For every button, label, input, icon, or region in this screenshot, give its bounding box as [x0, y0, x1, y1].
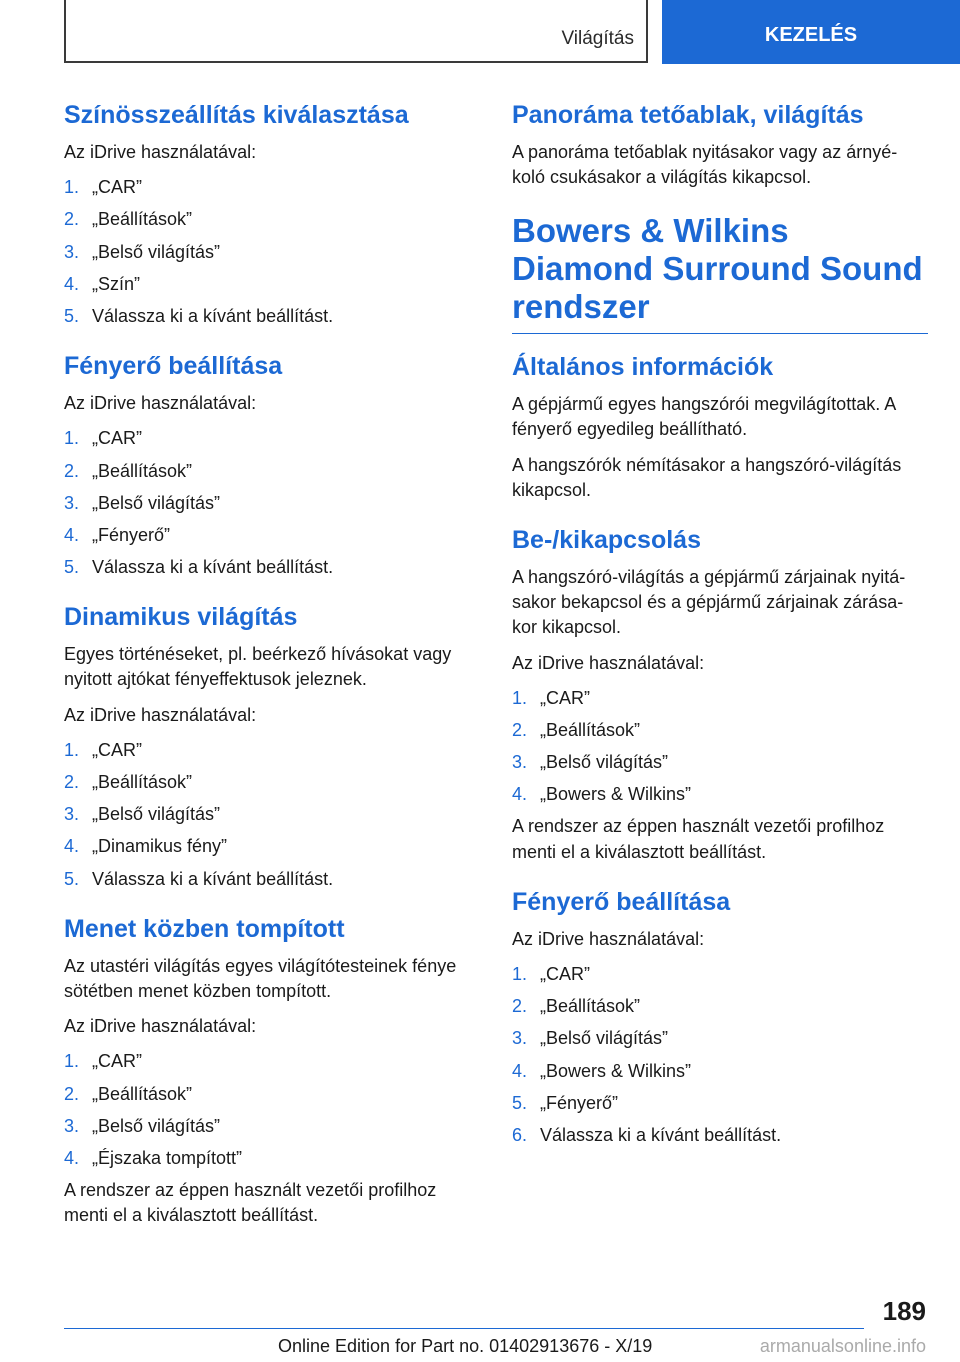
step-number: 2.: [64, 1083, 80, 1104]
chapter-tab[interactable]: [662, 0, 960, 64]
step-item: [64, 834, 480, 859]
step-item: [64, 523, 480, 548]
step-number: 4.: [64, 273, 80, 294]
step-item: [512, 1123, 928, 1148]
step-text: „Belső világítás”: [92, 492, 221, 513]
step-text: „Beállítások”: [92, 1083, 193, 1104]
step-item: [512, 750, 928, 775]
section-panorama: [512, 100, 928, 190]
page-number: 189: [882, 1296, 926, 1326]
step-item: [512, 1091, 928, 1116]
step-number: 2.: [64, 209, 80, 230]
step-number: 5.: [64, 305, 80, 326]
left-column: [64, 100, 480, 1250]
step-text: „Belső világítás”: [92, 804, 221, 825]
step-number: 1.: [64, 177, 80, 198]
steps-list: [64, 175, 480, 329]
step-text: „Éjszaka tompított”: [92, 1147, 243, 1168]
step-text: „Beállítások”: [92, 209, 193, 230]
step-text: Válassza ki a kívánt beállítást.: [92, 557, 334, 578]
main-heading: Bowers & Wilkins Diamond Surround Sound rendszer: [512, 212, 928, 334]
step-text: „Bowers & Wilkins”: [540, 1060, 692, 1081]
step-text: „Belső világítás”: [540, 752, 669, 773]
step-item: [64, 175, 480, 200]
section-heading: Színösszeállítás kiválasztása: [64, 101, 409, 129]
section-description: A hangszóró-világítás a gépjármű zárjainak nyitá-sakor bekapcsol és a gépjármű zárjainak zárása-kor kikapcsol.: [512, 566, 906, 638]
step-text: Válassza ki a kívánt beállítást.: [540, 1124, 782, 1145]
step-text: „Beállítások”: [92, 460, 193, 481]
step-text: „Fényerő”: [92, 524, 171, 545]
step-item: [512, 1026, 928, 1051]
step-number: 4.: [512, 1060, 528, 1081]
step-text: „Beállítások”: [540, 996, 641, 1017]
step-text: „Belső világítás”: [92, 241, 221, 262]
steps-intro: Az iDrive használatával:: [64, 142, 257, 162]
step-number: 3.: [512, 1028, 528, 1049]
step-item: [512, 718, 928, 743]
step-number: 3.: [64, 1115, 80, 1136]
left-section: [64, 351, 480, 580]
step-item: [512, 994, 928, 1019]
footer-divider: [64, 1328, 864, 1329]
step-number: 5.: [64, 868, 80, 889]
step-text: „CAR”: [540, 687, 590, 708]
step-number: 1.: [64, 428, 80, 449]
step-text: „CAR”: [540, 964, 590, 985]
step-text: „CAR”: [92, 177, 142, 198]
step-item: [64, 770, 480, 795]
step-text: Válassza ki a kívánt beállítást.: [92, 868, 334, 889]
header-frame: [64, 0, 648, 63]
watermark-text: armanualsonline.info: [759, 1336, 926, 1356]
section-general-info: [512, 352, 928, 503]
step-number: 3.: [64, 492, 80, 513]
step-number: 2.: [512, 719, 528, 740]
step-item: [64, 459, 480, 484]
step-number: 2.: [64, 772, 80, 792]
step-text: „Belső világítás”: [92, 1115, 221, 1136]
section-heading: Fényerő beállítása: [64, 352, 283, 381]
step-item: [64, 738, 480, 763]
step-number: 4.: [64, 1147, 80, 1168]
step-item: [512, 962, 928, 987]
section-description: Az utastéri világítás egyes világítótesteinek fénye sötétben menet közben tompított.: [64, 955, 457, 1001]
paragraph: A gépjármű egyes hangszórói megvilágítottak. A fényerő egyedileg beállítható.: [512, 394, 896, 440]
section-heading: Általános információk: [512, 353, 774, 382]
left-section: [64, 914, 480, 1229]
step-text: „Fényerő”: [540, 1092, 619, 1113]
step-number: 1.: [512, 687, 528, 708]
step-number: 1.: [64, 1051, 80, 1072]
steps-intro: Az iDrive használatával:: [512, 928, 705, 949]
right-column: [512, 100, 928, 1155]
step-item: [64, 1049, 480, 1074]
step-number: 3.: [512, 752, 528, 773]
step-number: 5.: [512, 1092, 528, 1113]
left-section: [64, 602, 480, 892]
step-item: [64, 802, 480, 827]
section-heading: Dinamikus világítás: [64, 603, 298, 632]
step-item: [64, 304, 480, 329]
step-number: 3.: [64, 241, 80, 262]
step-item: [512, 782, 928, 807]
section-description: A panoráma tetőablak nyitásakor vagy az árnyé-koló csukásakor a világítás kikapcsol.: [512, 142, 898, 188]
section-heading: Menet közben tompított: [64, 914, 345, 943]
step-number: 2.: [512, 996, 528, 1017]
section-description: Egyes történéseket, pl. beérkező hívásokat vagy nyitott ajtókat fényeffektusok jeleznek.: [64, 644, 452, 690]
step-item: [64, 491, 480, 516]
section-heading: Panoráma tetőablak, világítás: [512, 101, 864, 129]
chapter-label: KEZELÉS: [764, 23, 858, 46]
step-number: 6.: [512, 1124, 528, 1145]
step-number: 4.: [64, 524, 80, 545]
steps-list: [512, 962, 928, 1148]
step-text: „Szín”: [92, 273, 141, 294]
step-text: „Dinamikus fény”: [92, 836, 228, 857]
step-number: 4.: [64, 836, 80, 857]
step-text: „CAR”: [92, 739, 142, 760]
step-text: „Beállítások”: [540, 719, 641, 740]
step-item: [64, 240, 480, 265]
step-item: [64, 1082, 480, 1107]
step-number: 4.: [512, 784, 528, 805]
step-item: [64, 1114, 480, 1139]
section-speaker-brightness: [512, 887, 928, 1148]
step-text: „CAR”: [92, 1051, 142, 1072]
step-item: [64, 867, 480, 892]
steps-list: [64, 738, 480, 892]
step-text: Válassza ki a kívánt beállítást.: [92, 305, 334, 326]
section-title: Világítás: [561, 28, 634, 49]
left-section: [64, 100, 480, 329]
step-item: [64, 426, 480, 451]
steps-intro: Az iDrive használatával:: [512, 652, 705, 673]
step-number: 5.: [64, 557, 80, 578]
steps-intro: Az iDrive használatával:: [64, 1016, 257, 1037]
steps-list: [64, 426, 480, 580]
steps-intro: Az iDrive használatával:: [64, 393, 257, 414]
steps-intro: Az iDrive használatával:: [64, 704, 257, 725]
step-text: „Belső világítás”: [540, 1028, 669, 1049]
steps-outro: A rendszer az éppen használt vezetői profilhoz menti el a kiválasztott beállítást.: [64, 1180, 437, 1226]
step-item: [64, 207, 480, 232]
step-number: 2.: [64, 460, 80, 481]
step-number: 1.: [64, 739, 80, 760]
step-number: 1.: [512, 964, 528, 985]
step-item: [512, 686, 928, 711]
step-item: [64, 555, 480, 580]
steps-outro: A rendszer az éppen használt vezetői profilhoz menti el a kiválasztott beállítást.: [512, 816, 885, 862]
steps-list: [64, 1049, 480, 1171]
section-on-off: [512, 525, 928, 865]
step-item: [512, 1059, 928, 1084]
step-number: 3.: [64, 804, 80, 825]
paragraph: A hangszórók némításakor a hangszóró-világítás kikapcsol.: [512, 454, 902, 500]
step-text: „Beállítások”: [92, 772, 193, 792]
step-item: [64, 1146, 480, 1171]
step-text: „CAR”: [92, 428, 142, 449]
edition-text: Online Edition for Part no. 01402913676 - X/19: [278, 1336, 653, 1356]
step-text: „Bowers & Wilkins”: [540, 784, 692, 805]
steps-list: [512, 686, 928, 808]
step-item: [64, 272, 480, 297]
section-heading: Fényerő beállítása: [512, 887, 731, 916]
section-heading: Be-/kikapcsolás: [512, 525, 701, 554]
